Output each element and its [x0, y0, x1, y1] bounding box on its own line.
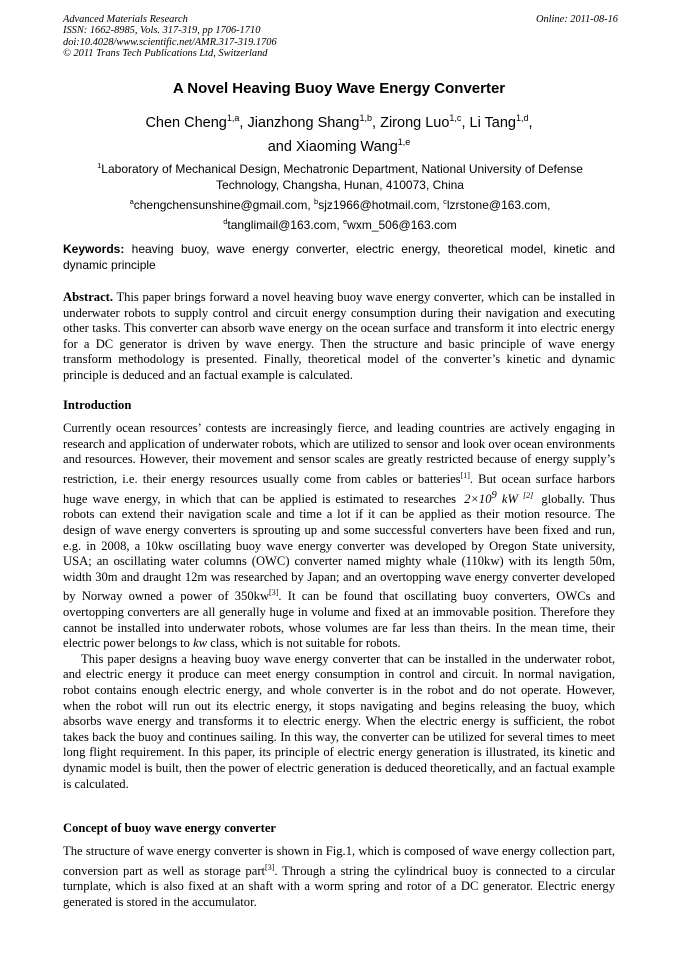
introduction-paragraph-1: Currently ocean resources’ contests are increasingly fierce, and leading countries are actively engaging in research and application of underwater robots, which are utilized to sensor and look over ocean environments and resources. However, their movement and sensor scales are greatly restricted because of energy supply’s restriction, i.e. their energy resources usually come from cables or batteries[1]. But ocean surface harbors huge wave energy, in which that can be applied is estimated to researches $2\times 10^9$ kW [2] globally. Thus robots can extend their navigation scale and time a lot if it can be applied as their motion resource. The design of wave energy converters is sprouting up and some successful converters have been fixed and run, e.g. in 2008, a 10kw oscillating buoy wave energy converter was developed by Oregon State university, USA; an oscillating water columns (OWC) converter named mighty whale (110kw) with its length 50m, width 30m and draught 12m was researched by Japan; and an overtopping wave energy converter developed by Norway owned a power of 350kw[3]. It can be found that oscillating buoy converters, OWCs and overtopping converters are all generally huge in volume and fixed at an immovable position. Therefore they cannot be installed into underwater robots, whose volumes are far less than theirs. In the mean time, their electric power belongs to kw class, which is not suitable for robots. [63, 421, 616, 651]
affiliation-line2: Technology, Changsha, Hunan, 410073, China [216, 177, 464, 192]
abstract [63, 290, 615, 384]
keywords-label: Keywords: [63, 242, 125, 256]
citation-ref: [2] [523, 490, 534, 500]
abstract-text: This paper brings forward a novel heaving buoy wave energy converter, which can be installed in underwater robots to supply control and circuit energy consumption during their navigation and executing other tasks. This converter can absorb wave energy on the ocean surface and transform it into electric energy for a DC generator is driven by wave energy. Then the structure and basic principle of wave energy transform methodology is presented. Finally, theoretical model of the converter’s kinetic and dynamic principle is deduced and an factual example is calculated. [63, 290, 615, 382]
keywords [63, 242, 615, 273]
author-sup: 1,d [516, 113, 529, 123]
paper-title: A Novel Heaving Buoy Wave Energy Converter [172, 80, 506, 97]
author-sup: 1,b [359, 113, 373, 123]
author-list-line2 [0, 137, 678, 155]
introduction-paragraph-2: This paper designs a heaving buoy wave energy converter that can be installed in the underwater robot, and electric energy it produce can meet energy consumption in control and circuit. In normal navigation, robot contains enough electric energy, and whole converter is in the robot and do not operate. However, when the robot will run out its electric energy, it stops navigating and begins releasing the buoy, which absorbs wave energy and transforms it to electric energy. When the electric energy is sufficient, the robot takes back the buoy and continues sailing. In this way, the converter can be utilized for several times to meet long flight requirement. In this paper, its principle of electric energy generation is illustrated, its kinetic and dynamic model is built, then the power of electric generation is deduced theoretically, and an factual example is calculated. [63, 651, 615, 791]
keywords-text: heaving buoy, wave energy converter, electric energy, theoretical model, kinetic and dynamic principle [63, 242, 615, 272]
issn: ISSN: 1662-8985, Vols. 317-319, pp 1706-1710 [63, 25, 261, 37]
email-e: wxm_506@163.com [347, 217, 457, 232]
author-name: Chen Cheng [145, 114, 227, 131]
author-sup: 1,e [397, 137, 411, 147]
citation-ref: [3] [265, 862, 275, 872]
citation-ref: [3] [269, 588, 279, 598]
affiliation-sup: 1 [97, 161, 102, 170]
author-name: Xiaoming Wang [295, 138, 398, 155]
email-c: lzrstone@163.com, [446, 198, 551, 212]
journal-name: Advanced Materials Research [63, 14, 188, 25]
affiliation [60, 158, 620, 193]
author-sup: 1,c [449, 113, 462, 123]
section-heading-introduction: Introduction [63, 398, 132, 412]
email-list: $^a$chengchensunshine@gmail.com, $^b$sjz1966@hotmail.com, $^c$lzrstone@163.com, $^d$tanglimail@163.com, $^e$wxm_506@163.com [129, 197, 551, 232]
journal-header [63, 14, 618, 59]
concept-paragraph-1: The structure of wave energy converter is shown in Fig.1, which is composed of wave energy collection part, conversion part as well as storage part[3]. Through a string the cylindrical buoy is connected to a circular turnplate, which is also fixed at an shaft with a worm spring and rotor of a DC generator. Electric energy generated is stored in the accumulator. [63, 844, 616, 909]
author-name: Zirong Luo [380, 114, 450, 131]
author-name: Li Tang [469, 114, 516, 131]
email-b: sjz1966@hotmail.com, [318, 198, 440, 212]
online-date: Online: 2011-08-16 [535, 14, 618, 25]
author-sup: 1,a [226, 113, 240, 123]
concept-body [63, 844, 615, 911]
author-prefix: and [267, 138, 296, 155]
affiliation-line1: Laboratory of Mechanical Design, Mechatronic Department, National University of Defense [101, 162, 583, 176]
introduction-body [63, 421, 615, 792]
email-d: tanglimail@163.com, [227, 217, 340, 232]
citation-ref: [1] [460, 470, 470, 480]
formula: $2\times 10^9$ kW [2] [464, 489, 534, 506]
copyright: © 2011 Trans Tech Publications Ltd, Switzerland [63, 47, 268, 59]
email-a: chengchensunshine@gmail.com, [133, 198, 311, 212]
doi: doi:10.4028/www.scientific.net/AMR.317-319.1706 [63, 36, 277, 48]
author-list: Chen Cheng$^{1,a}$, Jianzhong Shang$^{1,b}$, Zirong Luo$^{1,c}$, Li Tang$^{1,d}$, [145, 113, 533, 131]
section-heading-concept: Concept of buoy wave energy converter [63, 821, 276, 835]
author-name: Jianzhong Shang [247, 114, 360, 131]
abstract-label: Abstract. [63, 290, 114, 304]
